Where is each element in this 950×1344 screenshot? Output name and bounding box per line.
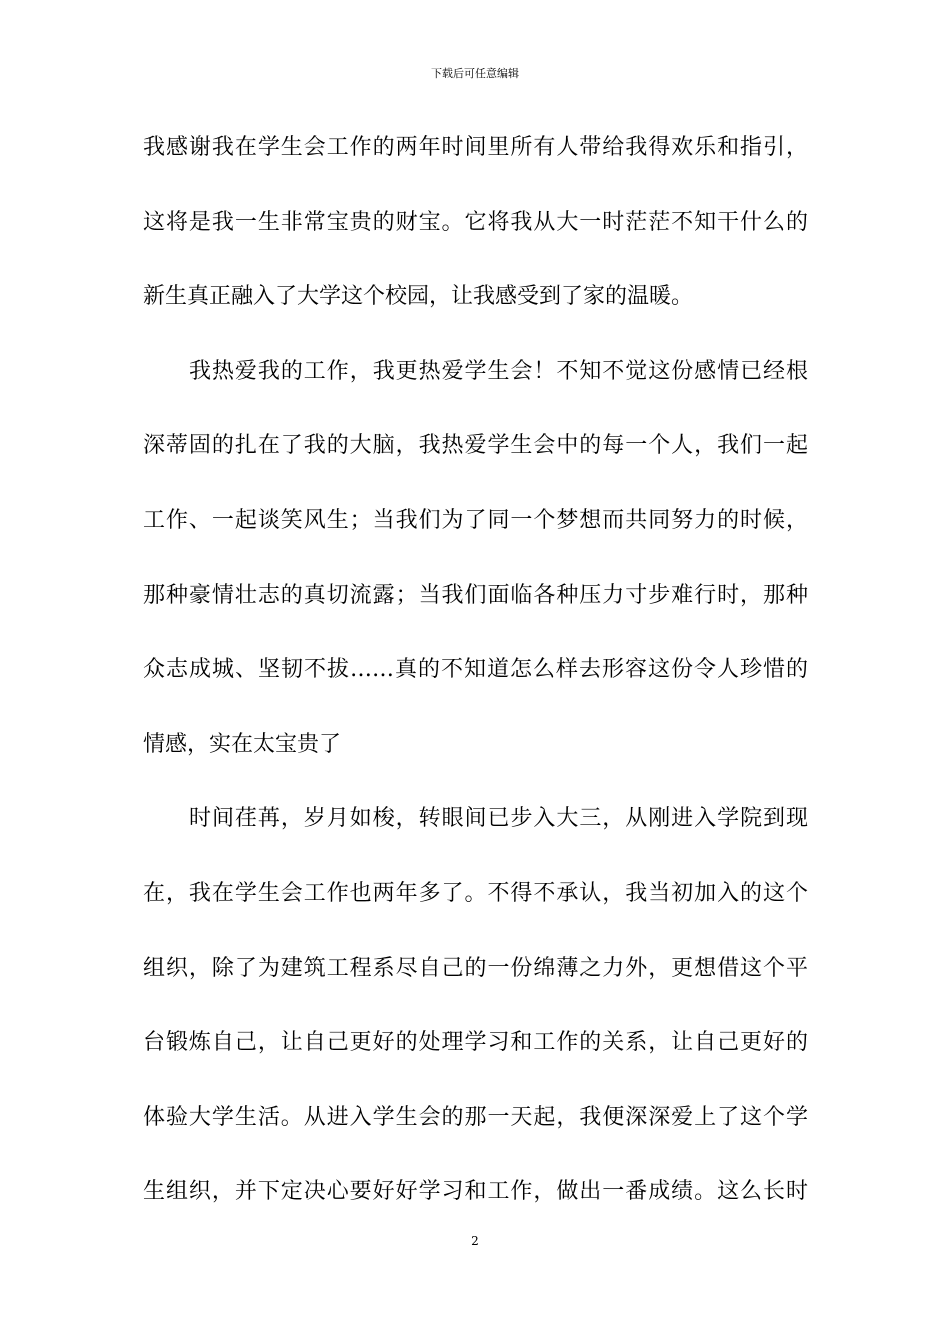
page-header: 下载后可任意编辑 [431, 67, 519, 80]
text-line: 这将是我一生非常宝贵的财宝。它将我从大一时茫茫不知干什么的 [143, 209, 808, 235]
text-line: 工作、一起谈笑风生；当我们为了同一个梦想而共同努力的时候， [143, 507, 808, 533]
text-line: 生组织，并下定决心要好好学习和工作，做出一番成绩。这么长时 [143, 1179, 808, 1205]
text-line: 新生真正融入了大学这个校园，让我感受到了家的温暖。 [143, 284, 694, 310]
page-number: 2 [471, 1234, 479, 1248]
text-line: 台锻炼自己，让自己更好的处理学习和工作的关系，让自己更好的 [143, 1030, 808, 1056]
text-line: 那种豪情壮志的真切流露；当我们面临各种压力寸步难行时，那种 [143, 582, 808, 608]
text-line: 体验大学生活。从进入学生会的那一天起，我便深深爱上了这个学 [143, 1104, 808, 1130]
text-line: 我热爱我的工作，我更热爱学生会！不知不觉这份感情已经根 [189, 358, 808, 384]
body-text [143, 131, 808, 1250]
text-line: 情感，实在太宝贵了 [143, 731, 342, 757]
text-line: 在，我在学生会工作也两年多了。不得不承认，我当初加入的这个 [143, 880, 808, 906]
text-line: 深蒂固的扎在了我的大脑，我热爱学生会中的每一个人，我们一起 [143, 433, 808, 459]
text-line: 组织，除了为建筑工程系尽自己的一份绵薄之力外，更想借这个平 [143, 955, 808, 981]
text-line: 我感谢我在学生会工作的两年时间里所有人带给我得欢乐和指引， [143, 135, 808, 160]
text-line: 时间荏苒，岁月如梭，转眼间已步入大三，从刚进入学院到现 [189, 806, 808, 832]
text-line: 众志成城、坚韧不拔……真的不知道怎么样去形容这份令人珍惜的 [143, 657, 808, 683]
